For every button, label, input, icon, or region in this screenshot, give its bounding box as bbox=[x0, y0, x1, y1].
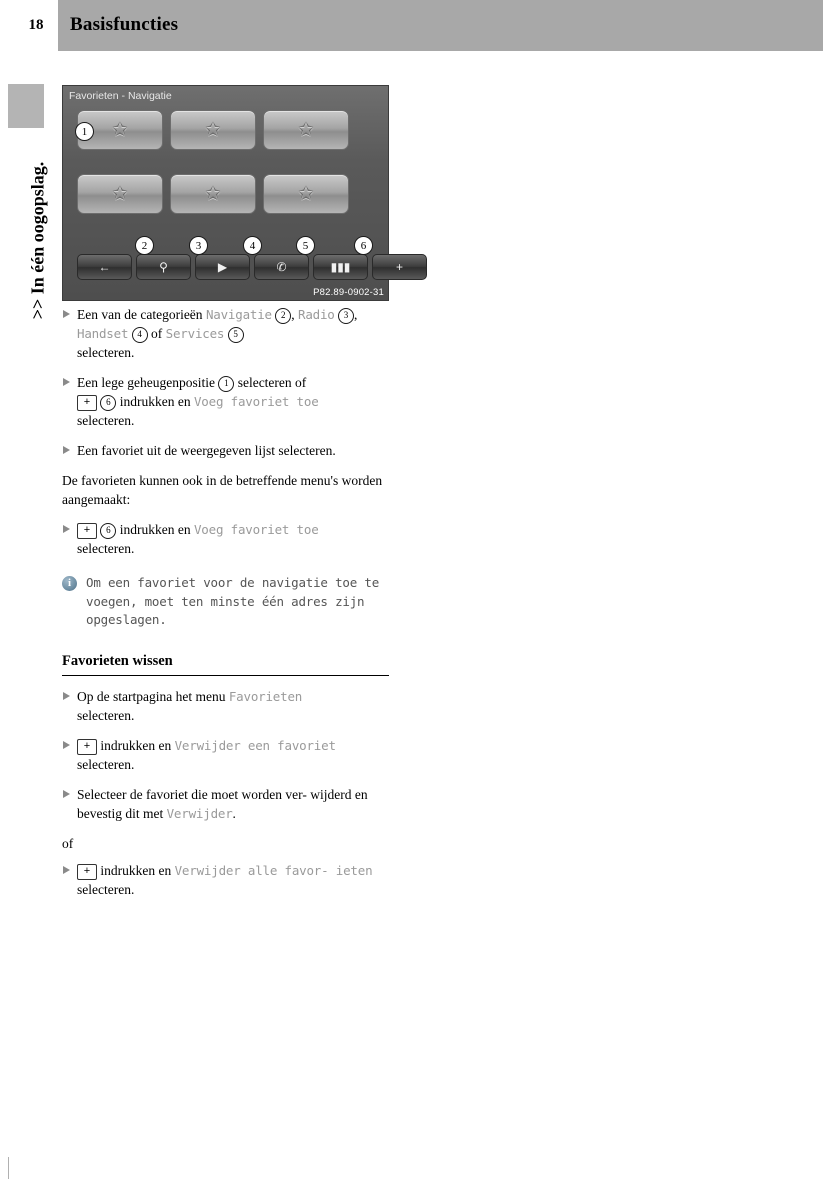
info-icon: i bbox=[62, 576, 77, 591]
section-tab-marker bbox=[8, 84, 44, 128]
figure-code: P82.89-0902-31 bbox=[313, 287, 384, 298]
radio-button[interactable]: ▶ bbox=[195, 254, 250, 280]
menu-navigatie: Navigatie bbox=[205, 307, 272, 322]
navigation-favorites-screenshot bbox=[62, 85, 403, 301]
favorite-slot-4[interactable] bbox=[77, 174, 163, 214]
favorite-slot-6[interactable] bbox=[263, 174, 349, 214]
callout-ref-5: 5 bbox=[228, 327, 244, 343]
star-icon: ✩ bbox=[205, 119, 221, 141]
favorites-grid bbox=[77, 110, 377, 232]
instruction-step-4 bbox=[62, 520, 392, 558]
handset-button[interactable]: ✆ bbox=[254, 254, 309, 280]
callout-ref-2: 2 bbox=[275, 308, 291, 324]
callout-5: 5 bbox=[296, 236, 315, 255]
screen-bottom-toolbar bbox=[77, 254, 403, 282]
plus-key: + bbox=[77, 523, 97, 539]
star-icon: ✩ bbox=[205, 183, 221, 205]
step6-press: indrukken en bbox=[97, 737, 175, 753]
menu-favorieten: Favorieten bbox=[228, 688, 303, 704]
step2-press: indrukken en bbox=[116, 394, 194, 409]
step5-lead: Op de startpagina het menu bbox=[77, 688, 229, 704]
menu-voeg-favoriet-toe: Voeg favoriet toe bbox=[193, 394, 319, 409]
callout-ref-4: 4 bbox=[132, 327, 148, 343]
instruction-step-6 bbox=[62, 736, 392, 774]
plus-key: + bbox=[77, 395, 97, 411]
body-paragraph: De favorieten kunnen ook in de betreffende menu's worden aangemaakt: bbox=[62, 473, 383, 507]
step1-sep3: of bbox=[147, 326, 166, 341]
note-text: Om een favoriet voor de navigatie toe te voegen, moet ten minste één adres zijn opgeslagen. bbox=[86, 575, 380, 627]
favorite-slot-3[interactable] bbox=[263, 110, 349, 150]
step3-text: Een favoriet uit de weergegeven lijst selecteren. bbox=[77, 443, 336, 458]
callout-1: 1 bbox=[75, 122, 94, 141]
body-text-column bbox=[62, 305, 392, 910]
star-icon: ✩ bbox=[112, 183, 128, 205]
menu-handset: Handset bbox=[77, 326, 129, 341]
step6-tail: selecteren. bbox=[77, 756, 135, 772]
page-number: 18 bbox=[28, 17, 44, 33]
menu-radio: Radio bbox=[298, 307, 335, 322]
instruction-step-5 bbox=[62, 687, 392, 725]
menu-verwijder-een-favoriet: Verwijder een favoriet bbox=[174, 737, 336, 753]
alternative-label: of bbox=[62, 835, 74, 851]
menu-services: Services bbox=[165, 326, 225, 341]
step1-lead: Een van de categorieën bbox=[77, 307, 206, 322]
step7-tail: . bbox=[232, 805, 236, 821]
menu-voeg-favoriet-toe: Voeg favoriet toe bbox=[193, 522, 319, 537]
instruction-step-1 bbox=[62, 305, 392, 362]
step4-tail: selecteren. bbox=[77, 541, 135, 556]
chapter-title: Basisfuncties bbox=[70, 14, 179, 35]
step2-mid: selecteren of bbox=[234, 375, 307, 390]
favorite-slot-2[interactable] bbox=[170, 110, 256, 150]
step5-tail: selecteren. bbox=[77, 707, 135, 723]
subheading-favorieten-wissen: Favorieten wissen bbox=[62, 652, 389, 676]
step8-press: indrukken en bbox=[97, 862, 175, 878]
menu-verwijder: Verwijder bbox=[166, 805, 233, 821]
navigation-button[interactable]: ⚲ bbox=[136, 254, 191, 280]
section-vertical-label: >> In één oogopslag. bbox=[27, 161, 48, 320]
star-icon: ✩ bbox=[298, 183, 314, 205]
step1-sep2: , bbox=[354, 307, 358, 322]
page-corner-mark bbox=[8, 1157, 9, 1179]
step2-lead: Een lege geheugenpositie bbox=[77, 375, 219, 390]
step4-press: indrukken en bbox=[116, 522, 194, 537]
plus-key: + bbox=[77, 739, 97, 755]
callout-ref-6: 6 bbox=[100, 395, 116, 411]
screen-title: Favorieten - Navigatie bbox=[69, 90, 172, 102]
callout-4: 4 bbox=[243, 236, 262, 255]
step2-tail: selecteren. bbox=[77, 413, 135, 428]
step1-sep1: , bbox=[291, 307, 298, 322]
step8-tail: selecteren. bbox=[77, 881, 135, 897]
callout-3: 3 bbox=[189, 236, 208, 255]
star-icon: ✩ bbox=[112, 119, 128, 141]
callout-ref-1: 1 bbox=[218, 376, 234, 392]
add-button[interactable]: + bbox=[372, 254, 427, 280]
callout-6: 6 bbox=[354, 236, 373, 255]
callout-ref-6: 6 bbox=[100, 523, 116, 539]
instruction-step-8 bbox=[62, 861, 392, 899]
info-note bbox=[62, 574, 392, 630]
back-button[interactable]: ← bbox=[77, 254, 132, 280]
callout-2: 2 bbox=[135, 236, 154, 255]
instruction-step-2 bbox=[62, 373, 392, 430]
star-icon: ✩ bbox=[298, 119, 314, 141]
plus-key: + bbox=[77, 864, 97, 880]
menu-verwijder-alle-favorieten: Verwijder alle favor- ieten bbox=[174, 862, 373, 878]
favorite-slot-5[interactable] bbox=[170, 174, 256, 214]
step1-tail: selecteren. bbox=[77, 345, 135, 360]
callout-ref-3: 3 bbox=[338, 308, 354, 324]
services-button[interactable]: ▮▮▮ bbox=[313, 254, 368, 280]
instruction-step-3 bbox=[62, 441, 392, 460]
instruction-step-7 bbox=[62, 785, 392, 823]
step7-lead: Selecteer de favoriet die moet worden ver- wijderd en bevestig dit met bbox=[77, 786, 368, 821]
